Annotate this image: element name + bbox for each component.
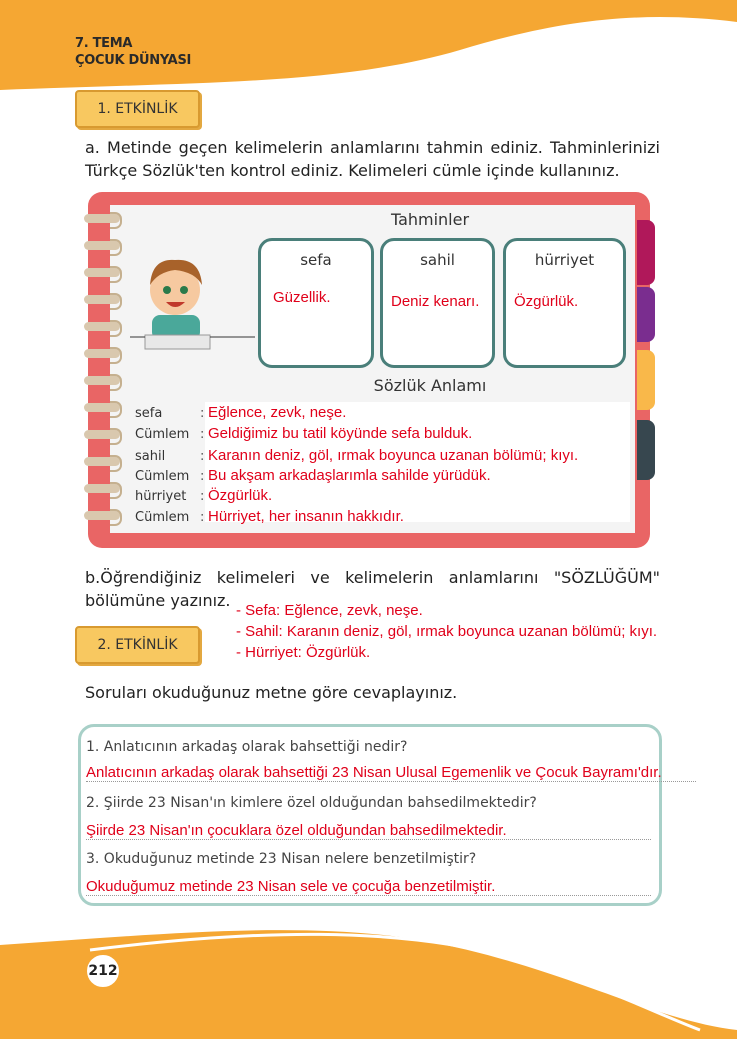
row-label: Cümlem — [135, 427, 190, 442]
guess-answer: Güzellik. — [273, 289, 331, 306]
answer-2: Şiirde 23 Nisan'ın çocuklara özel olduğundan bahsedilmektedir. — [86, 822, 651, 840]
binder-ring — [84, 268, 120, 277]
guess-word: sefa — [300, 251, 332, 269]
notebook-tab — [637, 420, 655, 480]
row-value: Karanın deniz, göl, ırmak boyunca uzanan bölümü; kıyı. — [208, 447, 579, 464]
guesses-title: Tahminler — [390, 210, 470, 229]
part-b-answer: - Sefa: Eğlence, zevk, neşe. — [236, 602, 423, 619]
binder-ring — [84, 349, 120, 358]
theme-number: 7. TEMA — [75, 36, 133, 51]
activity2-badge: 2. ETKİNLİK — [75, 626, 200, 664]
binder-ring — [84, 430, 120, 439]
binder-ring — [84, 295, 120, 304]
notebook-tab — [637, 220, 655, 285]
dictionary-row — [135, 508, 404, 530]
question-3: 3. Okuduğunuz metinde 23 Nisan nelere benzetilmiştir? — [86, 851, 477, 867]
notebook-tab — [637, 287, 655, 342]
binder-ring — [84, 403, 120, 412]
colon: : — [200, 449, 205, 464]
binder-ring — [84, 241, 120, 250]
answer-3: Okuduğumuz metinde 23 Nisan sele ve çocuğa benzetilmiştir. — [86, 878, 651, 896]
row-label: sahil — [135, 449, 166, 464]
dictionary-row — [135, 487, 273, 509]
guess-box-sefa — [258, 238, 374, 368]
binder-ring — [84, 511, 120, 520]
row-value: Geldiğimiz bu tatil köyünde sefa bulduk. — [208, 425, 473, 442]
guess-answer: Deniz kenarı. — [391, 293, 480, 310]
row-value: Hürriyet, her insanın hakkıdır. — [208, 508, 404, 525]
question-2: 2. Şiirde 23 Nisan'ın kimlere özel olduğundan bahsedilmektedir? — [86, 795, 537, 811]
guess-answer: Özgürlük. — [514, 293, 579, 310]
colon: : — [200, 489, 205, 504]
theme-title: ÇOCUK DÜNYASI — [75, 53, 192, 68]
guess-word: sahil — [420, 251, 455, 269]
colon: : — [200, 510, 205, 525]
dictionary-row — [135, 425, 473, 447]
activity1-badge: 1. ETKİNLİK — [75, 90, 200, 128]
page-number: 212 — [84, 952, 122, 990]
guess-word: hürriyet — [534, 251, 595, 269]
dictionary-row — [135, 404, 347, 426]
row-label: Cümlem — [135, 469, 190, 484]
row-value: Özgürlük. — [208, 487, 273, 504]
part-b-answer: - Hürriyet: Özgürlük. — [236, 644, 371, 661]
dictionary-row — [135, 447, 579, 469]
dictionary-title: Sözlük Anlamı — [373, 376, 487, 395]
row-value: Bu akşam arkadaşlarımla sahilde yürüdük. — [208, 467, 491, 484]
binder-ring — [84, 484, 120, 493]
answer-1: Anlatıcının arkadaş olarak bahsettiği 23 Nisan Ulusal Egemenlik ve Çocuk Bayramı'dır. — [86, 764, 696, 782]
colon: : — [200, 406, 205, 421]
binder-ring — [84, 376, 120, 385]
part-b-answer: - Sahil: Karanın deniz, göl, ırmak boyunca uzanan bölümü; kıyı. — [236, 623, 658, 640]
binder-ring — [84, 457, 120, 466]
colon: : — [200, 427, 205, 442]
notebook-tab — [637, 350, 655, 410]
colon: : — [200, 469, 205, 484]
row-label: sefa — [135, 406, 163, 421]
boy-illustration — [130, 250, 260, 360]
binder-ring — [84, 322, 120, 331]
part-b-instruction: b.Öğrendiğiniz kelimeleri ve kelimelerin anlamlarını "SÖZLÜĞÜM" bölümüne yazınız. — [85, 568, 660, 610]
guess-box-sahil — [380, 238, 495, 368]
activity2-instruction: Soruları okuduğunuz metne göre cevaplayınız. — [85, 683, 458, 702]
part-b-answers — [236, 600, 657, 663]
guess-box-hurriyet — [503, 238, 626, 368]
dictionary-row — [135, 467, 491, 489]
binder-ring — [84, 214, 120, 223]
row-value: Eğlence, zevk, neşe. — [208, 404, 347, 421]
row-label: Cümlem — [135, 510, 190, 525]
activity1-instruction: a. Metinde geçen kelimelerin anlamlarını tahmin ediniz. Tahminlerinizi Türkçe Sözlük'ten kontrol ediniz. Kelimeleri cümle içinde kullanınız. — [85, 138, 660, 180]
row-label: hürriyet — [135, 489, 187, 504]
question-1: 1. Anlatıcının arkadaş olarak bahsettiği nedir? — [86, 739, 408, 755]
